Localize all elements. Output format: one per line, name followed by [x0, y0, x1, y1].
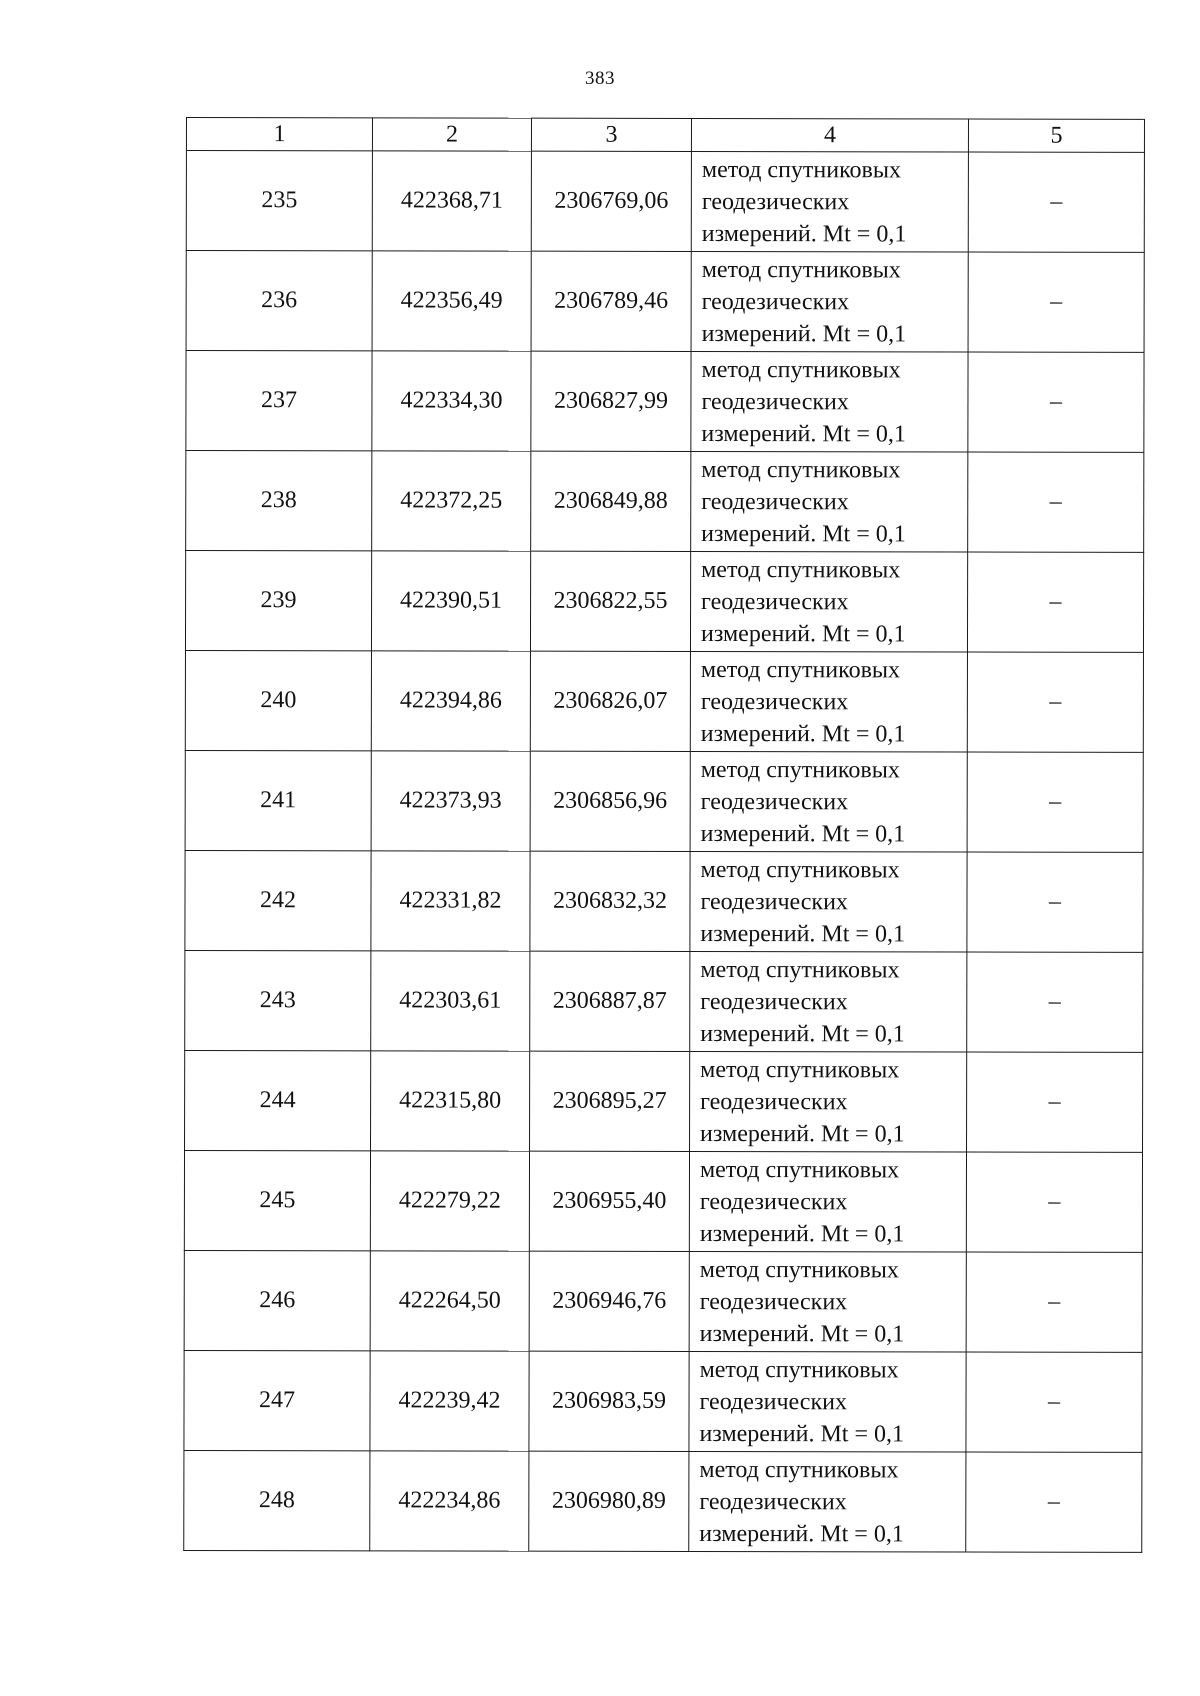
- point-number-cell: 245: [184, 1150, 370, 1250]
- point-number-cell: 239: [185, 551, 371, 651]
- y-coordinate-cell: 2306955,40: [529, 1151, 689, 1251]
- table-row: [185, 750, 1143, 852]
- note-cell: –: [967, 852, 1143, 952]
- y-coordinate-cell: 2306822,55: [530, 551, 690, 651]
- method-line: метод спутниковых: [700, 956, 900, 983]
- table-row: [186, 451, 1144, 553]
- note-cell: –: [966, 1452, 1142, 1552]
- method-line: измерений. Mt = 0,1: [700, 920, 906, 947]
- x-coordinate-cell: 422334,30: [372, 351, 531, 451]
- point-number-cell: 247: [184, 1350, 370, 1450]
- method-cell: [690, 651, 967, 752]
- method-cell: [690, 951, 967, 1052]
- method-cell: [689, 1151, 966, 1252]
- method-line: геодезических: [700, 688, 849, 715]
- method-line: геодезических: [699, 1388, 848, 1415]
- method-line: измерений. Mt = 0,1: [699, 1320, 905, 1347]
- table-row: [185, 950, 1143, 1052]
- method-cell: [689, 1351, 966, 1452]
- method-cell: [690, 751, 967, 852]
- method-line: геодезических: [699, 1288, 848, 1315]
- x-coordinate-cell: 422368,71: [372, 151, 531, 251]
- table-row: [184, 1350, 1142, 1452]
- method-line: геодезических: [701, 288, 850, 315]
- x-coordinate-cell: 422390,51: [371, 551, 530, 651]
- method-line: измерений. Mt = 0,1: [699, 1520, 904, 1547]
- method-line: измерений. Mt = 0,1: [701, 220, 907, 247]
- method-line: метод спутниковых: [701, 256, 901, 283]
- method-line: метод спутниковых: [700, 756, 900, 783]
- method-line: геодезических: [700, 888, 848, 915]
- method-line: геодезических: [699, 1488, 847, 1515]
- point-number-cell: 240: [185, 651, 371, 751]
- method-line: измерений. Mt = 0,1: [699, 1420, 905, 1447]
- x-coordinate-cell: 422239,42: [370, 1351, 529, 1451]
- method-line: метод спутниковых: [700, 856, 900, 883]
- method-line: метод спутниковых: [700, 1056, 900, 1083]
- method-cell: [691, 451, 968, 552]
- method-line: геодезических: [699, 1188, 848, 1215]
- method-line: метод спутниковых: [699, 1156, 900, 1183]
- method-line: измерений. Mt = 0,1: [701, 320, 907, 347]
- table-row: [186, 151, 1144, 253]
- method-cell: [689, 1251, 966, 1352]
- method-cell: [690, 551, 967, 652]
- x-coordinate-cell: 422394,86: [371, 651, 530, 751]
- table-row: [184, 1150, 1142, 1252]
- y-coordinate-cell: 2306856,96: [530, 751, 690, 851]
- y-coordinate-cell: 2306827,99: [531, 351, 691, 451]
- point-number-cell: 241: [185, 750, 371, 850]
- method-line: геодезических: [700, 1088, 848, 1115]
- table-row: [185, 1050, 1143, 1152]
- x-coordinate-cell: 422279,22: [370, 1151, 529, 1251]
- y-coordinate-cell: 2306895,27: [530, 1051, 690, 1151]
- table-row: [186, 251, 1144, 353]
- x-coordinate-cell: 422234,86: [370, 1451, 529, 1551]
- point-number-cell: 248: [184, 1450, 370, 1550]
- coordinates-table: [183, 117, 1145, 1553]
- y-coordinate-cell: 2306769,06: [531, 151, 691, 251]
- table-row: [185, 551, 1143, 653]
- x-coordinate-cell: 422331,82: [371, 851, 530, 951]
- y-coordinate-cell: 2306826,07: [530, 651, 690, 751]
- method-line: метод спутниковых: [701, 556, 901, 583]
- x-coordinate-cell: 422372,25: [372, 451, 531, 551]
- column-header: 5: [968, 119, 1144, 152]
- note-cell: –: [968, 352, 1144, 452]
- note-cell: –: [966, 1252, 1142, 1352]
- y-coordinate-cell: 2306832,32: [530, 851, 690, 951]
- method-cell: [689, 1451, 966, 1552]
- note-cell: –: [967, 552, 1143, 652]
- note-cell: –: [968, 452, 1144, 552]
- y-coordinate-cell: 2306789,46: [531, 251, 691, 351]
- point-number-cell: 242: [185, 850, 371, 950]
- method-line: метод спутниковых: [701, 356, 901, 383]
- note-cell: –: [966, 1152, 1142, 1252]
- x-coordinate-cell: 422303,61: [371, 951, 530, 1051]
- x-coordinate-cell: 422264,50: [370, 1251, 529, 1351]
- column-header: 4: [691, 118, 968, 152]
- method-line: измерений. Mt = 0,1: [701, 520, 906, 547]
- method-line: метод спутниковых: [700, 656, 901, 683]
- column-header: 1: [186, 118, 372, 151]
- method-cell: [691, 351, 968, 452]
- x-coordinate-cell: 422373,93: [371, 751, 530, 851]
- method-line: измерений. Mt = 0,1: [699, 1220, 905, 1247]
- point-number-cell: 243: [185, 950, 371, 1050]
- method-line: геодезических: [700, 988, 848, 1015]
- method-line: измерений. Mt = 0,1: [700, 1020, 905, 1047]
- table-header-row: [186, 118, 1144, 153]
- y-coordinate-cell: 2306887,87: [530, 951, 690, 1051]
- method-line: метод спутниковых: [701, 456, 901, 483]
- method-line: метод спутниковых: [701, 156, 902, 183]
- method-line: измерений. Mt = 0,1: [700, 820, 906, 847]
- x-coordinate-cell: 422315,80: [371, 1051, 530, 1151]
- note-cell: –: [967, 652, 1143, 752]
- table-row: [185, 651, 1143, 753]
- y-coordinate-cell: 2306946,76: [529, 1251, 689, 1351]
- note-cell: –: [966, 1352, 1142, 1452]
- note-cell: –: [967, 952, 1143, 1052]
- method-cell: [690, 851, 967, 952]
- point-number-cell: 238: [186, 451, 372, 551]
- method-cell: [690, 1051, 967, 1152]
- table-row: [185, 850, 1143, 952]
- table-row: [184, 1250, 1142, 1352]
- point-number-cell: 244: [185, 1050, 371, 1150]
- method-line: метод спутниковых: [699, 1356, 899, 1383]
- page-number: 383: [585, 68, 615, 89]
- point-number-cell: 246: [184, 1250, 370, 1350]
- note-cell: –: [967, 752, 1143, 852]
- column-header: 2: [372, 118, 531, 151]
- method-line: геодезических: [701, 488, 849, 515]
- method-line: метод спутниковых: [699, 1456, 899, 1483]
- method-cell: [691, 251, 968, 352]
- method-cell: [691, 151, 968, 252]
- x-coordinate-cell: 422356,49: [372, 251, 531, 351]
- y-coordinate-cell: 2306983,59: [529, 1351, 689, 1451]
- method-line: геодезических: [701, 388, 849, 415]
- method-line: измерений. Mt = 0,1: [700, 620, 906, 647]
- note-cell: –: [968, 252, 1144, 352]
- coordinates-table-wrapper: [183, 117, 1144, 1553]
- y-coordinate-cell: 2306980,89: [529, 1451, 689, 1551]
- method-line: измерений. Mt = 0,1: [700, 1120, 905, 1147]
- point-number-cell: 236: [186, 251, 372, 351]
- column-header: 3: [531, 118, 691, 151]
- method-line: измерений. Mt = 0,1: [701, 420, 906, 447]
- method-line: геодезических: [701, 588, 849, 615]
- method-line: метод спутниковых: [699, 1256, 899, 1283]
- table-row: [184, 1450, 1142, 1552]
- note-cell: –: [968, 152, 1144, 252]
- method-line: измерений. Mt = 0,1: [700, 720, 906, 747]
- table-body: [184, 118, 1145, 1553]
- point-number-cell: 237: [186, 351, 372, 451]
- note-cell: –: [967, 1052, 1143, 1152]
- table-row: [186, 351, 1144, 453]
- point-number-cell: 235: [186, 151, 372, 251]
- method-line: геодезических: [700, 788, 849, 815]
- method-line: геодезических: [701, 188, 850, 215]
- y-coordinate-cell: 2306849,88: [531, 451, 691, 551]
